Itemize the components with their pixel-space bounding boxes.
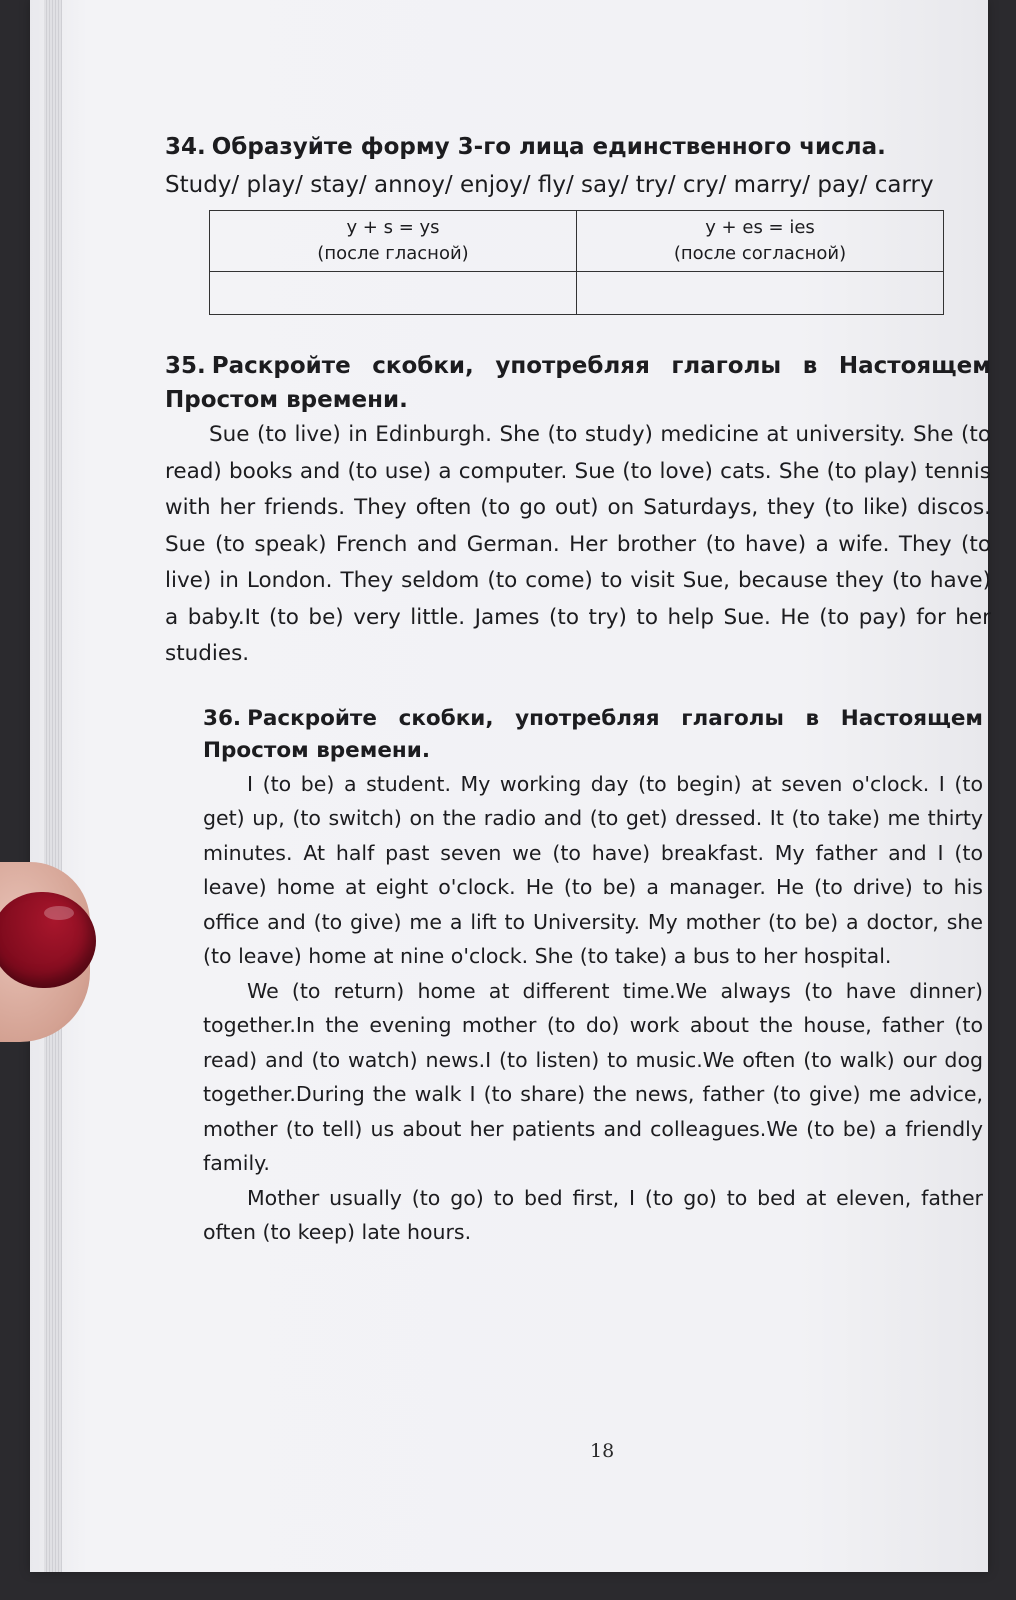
rule-formula: y + s = ys xyxy=(346,217,440,238)
exercise-instruction: Раскройте скобки, употребляя глаголы в Настоящем Простом времени. xyxy=(203,705,983,763)
exercise-text xyxy=(165,417,991,673)
exercise-34 xyxy=(165,130,991,315)
table-cell xyxy=(577,211,944,272)
book-page xyxy=(30,0,991,1572)
page-number: 18 xyxy=(590,1440,615,1462)
answer-cell xyxy=(577,272,944,315)
exercise-34-title xyxy=(165,130,991,164)
exercise-36 xyxy=(203,703,983,1250)
paragraph: Sue (to live) in Edinburgh. She (to study) medicine at university. She (to read) books and (to use) a computer. Sue (to love) cats. She (to play) tennis with her friends. They often (to go out) on Saturdays, they (to like) discos. Sue (to speak) French and German. Her brother (to have) a wife. They (to live) in London. They seldom (to come) to visit Sue, because they (to have) a baby.It (to be) very little. James (to try) to help Sue. He (to pay) for her studies. xyxy=(165,422,991,666)
exercise-text xyxy=(203,767,983,1250)
rule-formula: y + es = ies xyxy=(705,217,815,238)
exercise-number: 36. xyxy=(203,705,242,731)
exercise-35 xyxy=(165,349,991,673)
rule-note: (после гласной) xyxy=(317,243,469,264)
exercise-35-title xyxy=(165,349,991,417)
exercise-36-title xyxy=(203,703,983,767)
exercise-instruction: Раскройте скобки, употребляя глаголы в Настоящем Простом времени. xyxy=(165,353,991,413)
answer-cell xyxy=(210,272,577,315)
exercise-number: 35. xyxy=(165,353,206,379)
paragraph: We (to return) home at different time.We always (to have dinner) together.In the evening mother (to do) work about the house, father (to read) and (to watch) news.I (to listen) to music.We often (to walk) our dog together.During the walk I (to share) the news, father (to give) me advice, mother (to tell) us about her patients and colleagues.We (to be) a friendly family. xyxy=(203,978,983,1175)
paragraph: Mother usually (to go) to bed first, I (to go) to bed at eleven, father often (to keep) late hours. xyxy=(203,1185,983,1244)
rule-note: (после согласной) xyxy=(673,243,847,264)
table-header-row xyxy=(210,211,944,272)
verb-list: Study/ play/ stay/ annoy/ enjoy/ fly/ say/ try/ cry/ marry/ pay/ carry xyxy=(165,172,934,198)
table-answer-row xyxy=(210,272,944,315)
exercise-number: 34. xyxy=(165,134,206,160)
table-cell xyxy=(210,211,577,272)
spelling-rule-table xyxy=(209,210,944,315)
page-content xyxy=(165,130,991,1250)
paragraph: I (to be) a student. My working day (to begin) at seven o'clock. I (to get) up, (to switch) on the radio and (to get) dressed. It (to take) me thirty minutes. At half past seven we (to have) breakfast. My father and I (to leave) home at eight o'clock. He (to be) a manager. He (to drive) to his office and (to give) me a lift to University. My mother (to be) a doctor, she (to leave) home at nine o'clock. She (to take) a bus to her hospital. xyxy=(203,771,983,968)
exercise-instruction: Образуйте форму 3-го лица единственного числа. xyxy=(211,134,886,160)
page-stack-edge xyxy=(44,0,62,1572)
